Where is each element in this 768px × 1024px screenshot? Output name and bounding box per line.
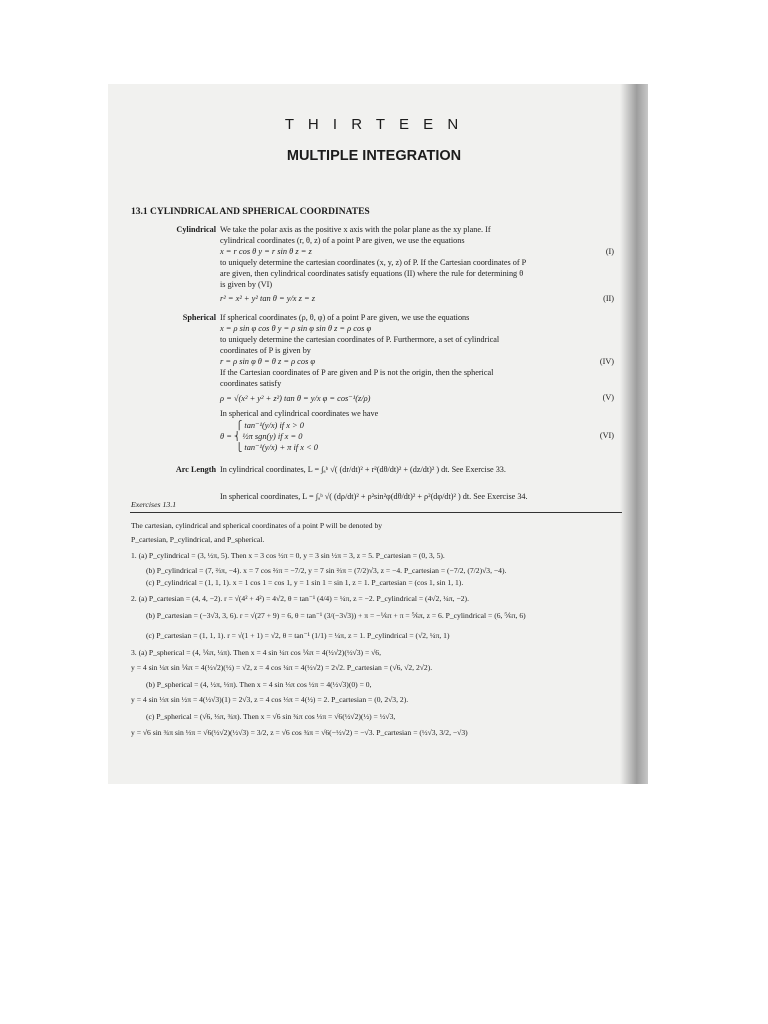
spherical-label: Spherical — [182, 313, 216, 322]
cylindrical-text-2: cylindrical coordinates (r, θ, z) of a point P are given, we use the equations — [220, 236, 465, 245]
cylindrical-equation-I: x = r cos θ y = r sin θ z = z — [220, 247, 312, 256]
arc-length-spherical: In spherical coordinates, L = ∫ₐᵇ √( (dρ/dt)² + ρ²sin²φ(dθ/dt)² + ρ²(dφ/dt)² ) dt. See Exercise 34. — [220, 492, 528, 501]
spherical-equation-IV: r = ρ sin φ θ = θ z = ρ cos φ — [220, 357, 316, 366]
exercises-intro-2: P_cartesian, P_cylindrical, and P_spherical. — [131, 535, 265, 544]
cylindrical-text-1: We take the polar axis as the positive x axis with the polar plane as the xy plane. If — [220, 225, 491, 234]
exercise-2c: (c) P_cartesian = (1, 1, 1). r = √(1 + 1) = √2, θ = tan⁻¹ (1/1) = ¼π, z = 1. P_cylindrical = (√2, ¼π, 1) — [146, 631, 450, 640]
theta-rule-case-3: ⎩ tan⁻¹(y/x) + π if x < 0 — [236, 443, 318, 452]
spherical-text-6: In spherical and cylindrical coordinates we have — [220, 409, 379, 418]
equation-number-V: (V) — [602, 393, 614, 402]
chapter-number: T H I R T E E N — [284, 116, 464, 133]
arc-length-cylindrical: In cylindrical coordinates, L = ∫ₐᵇ √( (dr/dt)² + r²(dθ/dt)² + (dz/dt)² ) dt. See Exercise 33. — [220, 465, 506, 474]
section-heading: 13.1 CYLINDRICAL AND SPHERICAL COORDINATES — [131, 207, 370, 217]
equation-number-II: (II) — [603, 294, 614, 303]
theta-rule-case-1: ⎧ tan⁻¹(y/x) if x > 0 — [236, 421, 304, 430]
cylindrical-label: Cylindrical — [176, 225, 216, 234]
exercise-1c: (c) P_cylindrical = (1, 1, 1). x = 1 cos 1 = cos 1, y = 1 sin 1 = sin 1, z = 1. P_cartesian = (cos 1, sin 1, 1). — [146, 578, 464, 587]
cylindrical-equation-II: r² = x² + y² tan θ = y/x z = z — [220, 294, 315, 303]
exercise-3c: (c) P_spherical = (√6, ⅓π, ¾π). Then x = √6 sin ¾π cos ⅓π = √6(½√2)(½) = ½√3, — [146, 712, 396, 721]
scanned-page — [108, 84, 640, 784]
exercises-intro-1: The cartesian, cylindrical and spherical coordinates of a point P will be denoted by — [131, 521, 383, 530]
exercise-3b: (b) P_spherical = (4, ½π, ⅓π). Then x = 4 sin ⅓π cos ½π = 4(½√3)(0) = 0, — [146, 680, 372, 689]
exercises-divider — [130, 512, 622, 513]
spherical-equation-III: x = ρ sin φ cos θ y = ρ sin φ sin θ z = ρ cos φ — [220, 324, 372, 333]
spherical-text-4: If the Cartesian coordinates of P are given and P is not the origin, then the spherical — [220, 368, 494, 377]
spherical-text-1: If spherical coordinates (ρ, θ, φ) of a point P are given, we use the equations — [220, 313, 470, 322]
exercise-3a-cont: y = 4 sin ¼π sin ⅙π = 4(½√2)(½) = √2, z = 4 cos ¼π = 4(½√2) = 2√2. P_cartesian = (√6, √2, 2√2). — [131, 663, 433, 672]
equation-number-IV: (IV) — [599, 357, 614, 366]
arc-length-label: Arc Length — [175, 465, 216, 474]
exercise-1b: (b) P_cylindrical = (7, ⅔π, −4). x = 7 cos ⅔π = −7/2, y = 7 sin ⅔π = (7/2)√3, z = −4. P_cartesian = (−7/2, (7/2)√3, −4). — [146, 566, 507, 575]
exercise-3b-cont: y = 4 sin ⅓π sin ½π = 4(½√3)(1) = 2√3, z = 4 cos ⅓π = 4(½) = 2. P_cartesian = (0, 2√3, 2). — [131, 695, 409, 704]
exercise-2a: 2. (a) P_cartesian = (4, 4, −2). r = √(4² + 4²) = 4√2, θ = tan⁻¹ (4/4) = ¼π, z = −2. P_cylindrical = (4√2, ¼π, −2). — [131, 594, 469, 603]
equation-number-VI: (VI) — [599, 431, 614, 440]
theta-rule-case-2: θ = ⎨ ½π sgn(y) if x = 0 — [220, 432, 303, 441]
spherical-text-5: coordinates satisfy — [220, 379, 282, 388]
exercise-3c-cont: y = √6 sin ¾π sin ⅓π = √6(½√2)(½√3) = 3/2, z = √6 cos ¾π = √6(−½√2) = −√3. P_cartesian = (½√3, 3/2, −√3) — [131, 728, 468, 737]
cylindrical-text-5: is given by (VI) — [220, 280, 273, 289]
cylindrical-text-4: are given, then cylindrical coordinates satisfy equations (II) where the rule for determining θ — [220, 269, 524, 278]
exercise-2b: (b) P_cartesian = (−3√3, 3, 6). r = √(27 + 9) = 6, θ = tan⁻¹ (3/(−3√3)) + π = −⅙π + π = ⅚π, z = 6. P_cylindrical = (6, ⅚π, 6) — [146, 611, 526, 620]
page-edge-shadow — [620, 84, 648, 784]
spherical-text-3: coordinates of P is given by — [220, 346, 311, 355]
exercises-heading: Exercises 13.1 — [131, 500, 177, 509]
exercise-1a: 1. (a) P_cylindrical = (3, ½π, 5). Then x = 3 cos ½π = 0, y = 3 sin ½π = 3, z = 5. P_cartesian = (0, 3, 5). — [131, 551, 445, 560]
spherical-equation-V: ρ = √(x² + y² + z²) tan θ = y/x φ = cos⁻¹(z/ρ) — [220, 394, 371, 403]
cylindrical-text-3: to uniquely determine the cartesian coordinates (x, y, z) of P. If the Cartesian coordinates of P — [220, 258, 527, 267]
equation-number-I: (I) — [605, 247, 614, 256]
exercise-3a: 3. (a) P_spherical = (4, ⅙π, ¼π). Then x = 4 sin ¼π cos ⅙π = 4(½√2)(½√3) = √6, — [131, 648, 381, 657]
chapter-title: MULTIPLE INTEGRATION — [286, 148, 462, 164]
spherical-text-2: to uniquely determine the cartesian coordinates of P. Furthermore, a set of cylindrical — [220, 335, 500, 344]
